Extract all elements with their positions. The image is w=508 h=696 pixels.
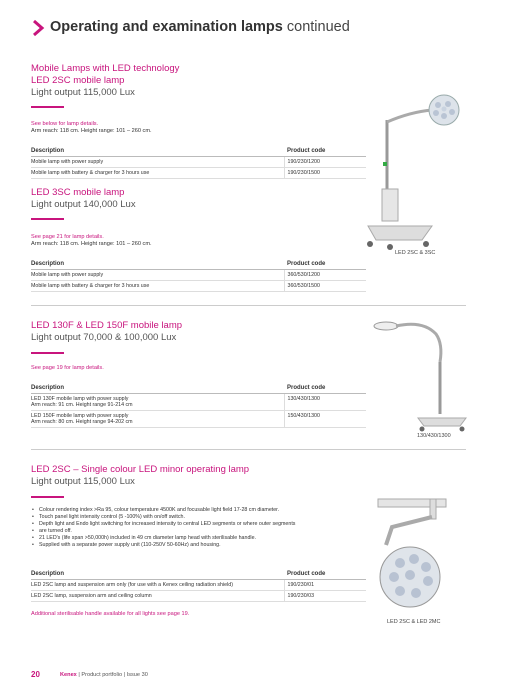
feature-list [31,507,369,549]
col-description: Description [31,146,284,157]
image-caption: LED 2SC & 3SC [395,250,436,256]
reach-text: Arm reach: 118 cm. Height range: 101 – 260 cm. [31,241,152,247]
col-product-code: Product code [284,569,366,580]
table-row: LED 2SC lamp, suspension arm and ceiling column 190/230/03 [31,591,366,602]
accent-bar [31,496,64,498]
table-row: Mobile lamp with power supply 190/230/1200 [31,157,366,168]
list-item: • 21 LED's (life span >50,000h) included in 49 cm diameter lamp head with sterilisable handle. [39,535,369,542]
section-title: LED 3SC mobile lamp [31,187,125,198]
product-table [31,259,366,292]
section-subtitle: Light output 115,000 Lux [31,87,135,98]
col-description: Description [31,259,284,270]
chevron-right-icon [31,19,45,37]
section-title: LED 2SC – Single colour LED minor operating lamp [31,464,250,475]
col-description: Description [31,383,284,394]
section-subtitle: Light output 115,000 Lux [31,476,135,487]
detail-link[interactable]: See page 21 for lamp details. [31,234,104,240]
mobile-lamp-image [360,92,470,262]
detail-link[interactable]: See page 19 for lamp details. [31,365,104,371]
list-item: • Colour rendering index >Ra 95, colour temperature 4500K and focusable light field 17-28 cm diameter. [39,507,369,514]
table-row: Mobile lamp with battery & charger for 3 hours use 360/530/1500 [31,281,366,292]
page-number: 20 [31,670,40,679]
table-row: LED 150F mobile lamp with power supply Arm reach: 80 cm. Height range 94-202 cm 150/430/1300 [31,411,366,428]
detail-link[interactable]: See below for lamp details. [31,121,99,127]
section-subtitle: Light output 140,000 Lux [31,199,136,210]
section-title: LED 2SC mobile lamp [31,75,125,86]
mobile-lamp-image [368,314,478,434]
col-product-code: Product code [284,383,366,394]
section-kicker: Mobile Lamps with LED technology [31,63,180,74]
detail-link[interactable]: Additional sterilisable handle available for all lights see page 19. [31,611,190,617]
section-divider [31,449,466,450]
footer-text: Kenex | Product portfolio | Issue 30 [60,672,148,678]
product-table [31,383,366,428]
ceiling-lamp-image [370,495,475,615]
product-table [31,146,366,179]
col-product-code: Product code [284,146,366,157]
table-row: Mobile lamp with battery & charger for 3 hours use 190/230/1500 [31,168,366,179]
section-divider [31,305,466,306]
col-product-code: Product code [284,259,366,270]
page-title: Operating and examination lamps continued [50,19,350,35]
image-caption: LED 2SC & LED 2MC [387,619,441,625]
accent-bar [31,352,64,354]
list-item: • Depth light and Endo light switching for increased intensity to central LED segments or where outer segments [39,521,369,528]
accent-bar [31,218,64,220]
col-description: Description [31,569,284,580]
section-title: LED 130F & LED 150F mobile lamp [31,320,183,331]
section-subtitle: Light output 70,000 & 100,000 Lux [31,332,177,343]
image-caption: 130/430/1300 [417,433,451,439]
accent-bar [31,106,64,108]
list-item: • are turned off. [39,528,369,535]
table-row: Mobile lamp with power supply 360/530/1200 [31,270,366,281]
table-row: LED 2SC lamp and suspension arm only (for use with a Kenex ceiling radiation shield) 190/230/01 [31,580,366,591]
list-item: • Touch panel light intensity control (5 -100%) with on/off switch. [39,514,369,521]
reach-text: Arm reach: 118 cm. Height range: 101 – 260 cm. [31,128,152,134]
table-row: LED 130F mobile lamp with power supply Arm reach: 91 cm. Height range 91-214 cm 130/430/1300 [31,394,366,411]
product-table [31,569,366,602]
list-item: • Supplied with a separate power supply unit (110-250V 50-60Hz) and housing. [39,542,369,549]
